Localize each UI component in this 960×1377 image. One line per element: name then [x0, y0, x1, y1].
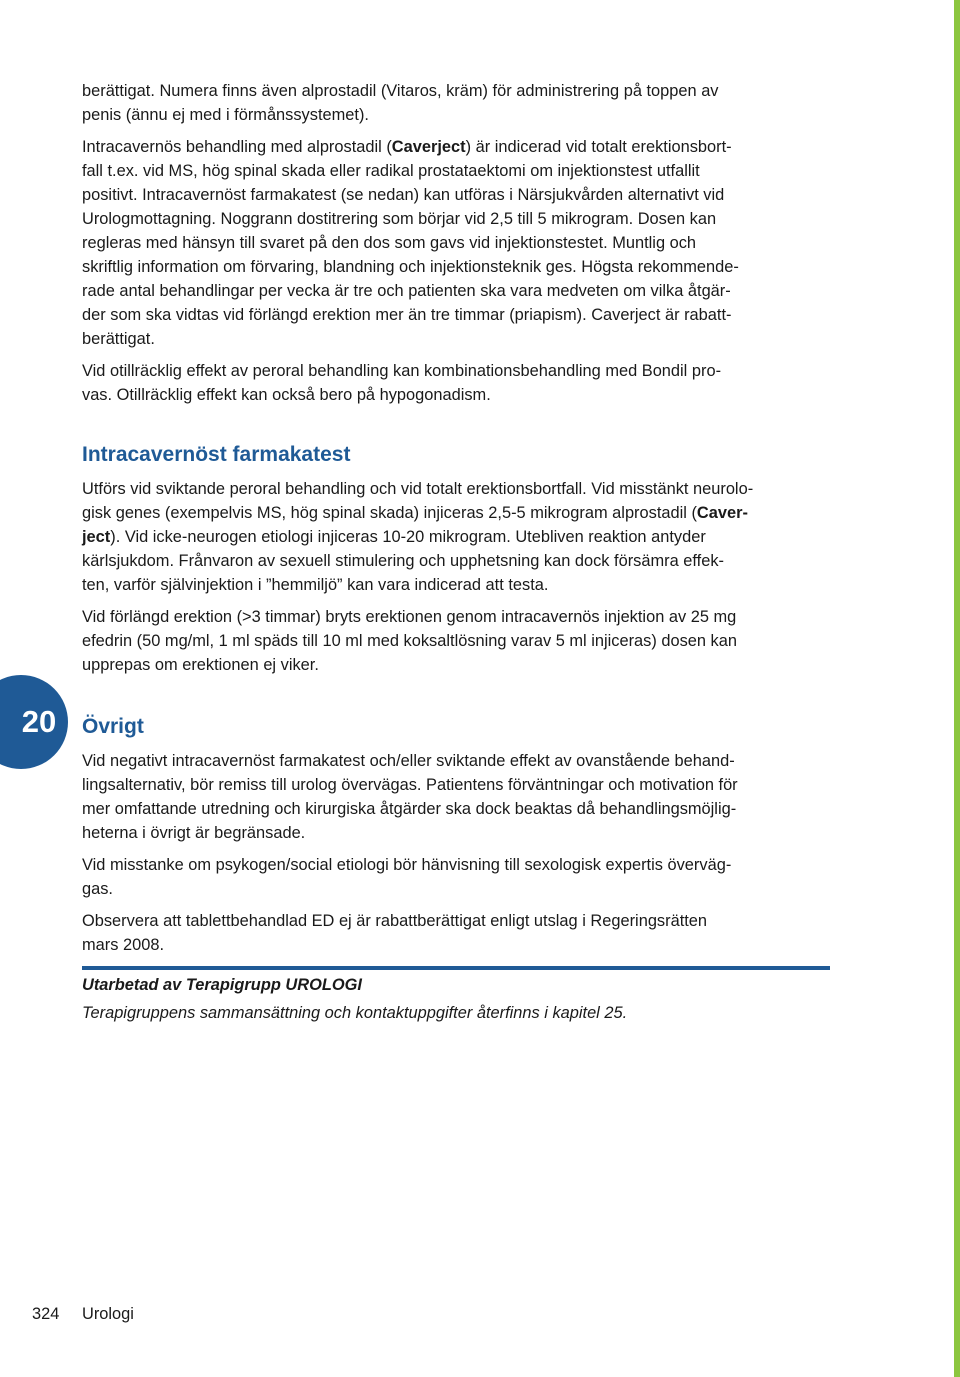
- section-heading-ovrigt: Övrigt: [82, 715, 144, 738]
- intro-paragraph-1: [82, 79, 822, 127]
- text-line: mars 2008.: [82, 936, 164, 954]
- intro-paragraph-2: [82, 135, 822, 351]
- chapter-number: 20: [21, 704, 57, 739]
- text-line: [82, 135, 822, 159]
- page-number: 324: [32, 1305, 60, 1323]
- footer-title: Utarbetad av Terapigrupp UROLOGI: [82, 976, 362, 994]
- farmakatest-paragraph-1: [82, 477, 822, 597]
- page-edge-accent: [954, 0, 960, 1377]
- text-line: Vid misstanke om psykogen/social etiologi bör hänvisning till sexologisk expertis överväg-: [82, 856, 732, 874]
- text-line: Vid förlängd erektion (>3 timmar) bryts erektionen genom intracavernös injektion av 25 mg: [82, 608, 737, 626]
- text-line: der som ska vidtas vid förlängd erektion mer än tre timmar (priapism). Caverject är rabatt-: [82, 306, 732, 324]
- ovrigt-paragraph-2: [82, 853, 822, 901]
- text-line: vas. Otillräcklig effekt kan också bero på hypogonadism.: [82, 386, 491, 404]
- running-head: Urologi: [82, 1305, 134, 1323]
- text-line: [82, 525, 822, 549]
- text-line: upprepas om erektionen ej viker.: [82, 656, 319, 674]
- text-line: Vid negativt intracavernöst farmakatest och/eller sviktande effekt av ovanstående behand-: [82, 752, 735, 770]
- text-line: efedrin (50 mg/ml, 1 ml späds till 10 ml med koksaltlösning varav 5 ml injiceras) dosen kan: [82, 632, 737, 650]
- text-line: mer omfattande utredning och kirurgiska åtgärder ska dock beaktas då behandlingsmöjlig-: [82, 800, 737, 818]
- text-line: gas.: [82, 880, 113, 898]
- text-line: Utförs vid sviktande peroral behandling och vid totalt erektionsbortfall. Vid misstänkt neurolo-: [82, 480, 754, 498]
- text-line: penis (ännu ej med i förmånssystemet).: [82, 106, 369, 124]
- ovrigt-paragraph-3: [82, 909, 822, 957]
- text-run: ) är indicerad vid totalt erektionsbort-: [465, 138, 732, 156]
- text-line: fall t.ex. vid MS, hög spinal skada eller radikal prostataektomi om injektionstest utfallit: [82, 162, 700, 180]
- drug-name-bold: ject: [82, 528, 111, 546]
- section-heading-farmakatest: Intracavernöst farmakatest: [82, 443, 351, 466]
- text-line: regleras med hänsyn till svaret på den dos som gavs vid injektionstestet. Muntlig och: [82, 234, 697, 252]
- footer-text: Terapigruppens sammansättning och kontaktuppgifter återfinns i kapitel 25.: [82, 1004, 628, 1022]
- text-line: lingsalternativ, bör remiss till urolog övervägas. Patientens förväntningar och motivation för: [82, 776, 738, 794]
- ovrigt-paragraph-1: [82, 749, 822, 845]
- text-line: positivt. Intracavernöst farmakatest (se nedan) kan utföras i Närsjukvården alternativt vid: [82, 186, 725, 204]
- intro-paragraph-3: [82, 359, 822, 407]
- text-line: kärlsjukdom. Frånvaron av sexuell stimulering och upphetsning kan dock försämra effek-: [82, 552, 724, 570]
- drug-name-bold: Caver-: [696, 504, 748, 522]
- text-line: Vid otillräcklig effekt av peroral behandling kan kombinationsbehandling med Bondil pro-: [82, 362, 722, 380]
- text-line: skriftlig information om förvaring, blandning och injektionsteknik ges. Högsta rekommende-: [82, 258, 739, 276]
- text-line: heterna i övrigt är begränsade.: [82, 824, 306, 842]
- text-run: Intracavernös behandling med alprostadil (: [82, 138, 392, 156]
- farmakatest-paragraph-2: [82, 605, 822, 677]
- text-line: berättigat.: [82, 330, 155, 348]
- drug-name-bold: Caverject: [391, 138, 466, 156]
- text-line: Observera att tablettbehandlad ED ej är rabattberättigat enligt utslag i Regeringsrätten: [82, 912, 708, 930]
- footer-divider: [82, 966, 830, 970]
- text-line: ten, varför självinjektion i ”hemmiljö” kan vara indicerad att testa.: [82, 576, 549, 594]
- text-line: Urologmottagning. Noggrann dostitrering som börjar vid 2,5 till 5 mikrogram. Dosen kan: [82, 210, 717, 228]
- text-line: [82, 501, 822, 525]
- text-line: rade antal behandlingar per vecka är tre och patienten ska vara medveten om vilka åtgär-: [82, 282, 731, 300]
- main-content: [82, 79, 822, 965]
- text-run: gisk genes (exempelvis MS, hög spinal skada) injiceras 2,5-5 mikrogram alprostadil (: [82, 504, 697, 522]
- text-line: berättigat. Numera finns även alprostadil (Vitaros, kräm) för administrering på toppen av: [82, 82, 719, 100]
- text-run: ). Vid icke-neurogen etiologi injiceras 10-20 mikrogram. Utebliven reaktion antyder: [110, 528, 706, 546]
